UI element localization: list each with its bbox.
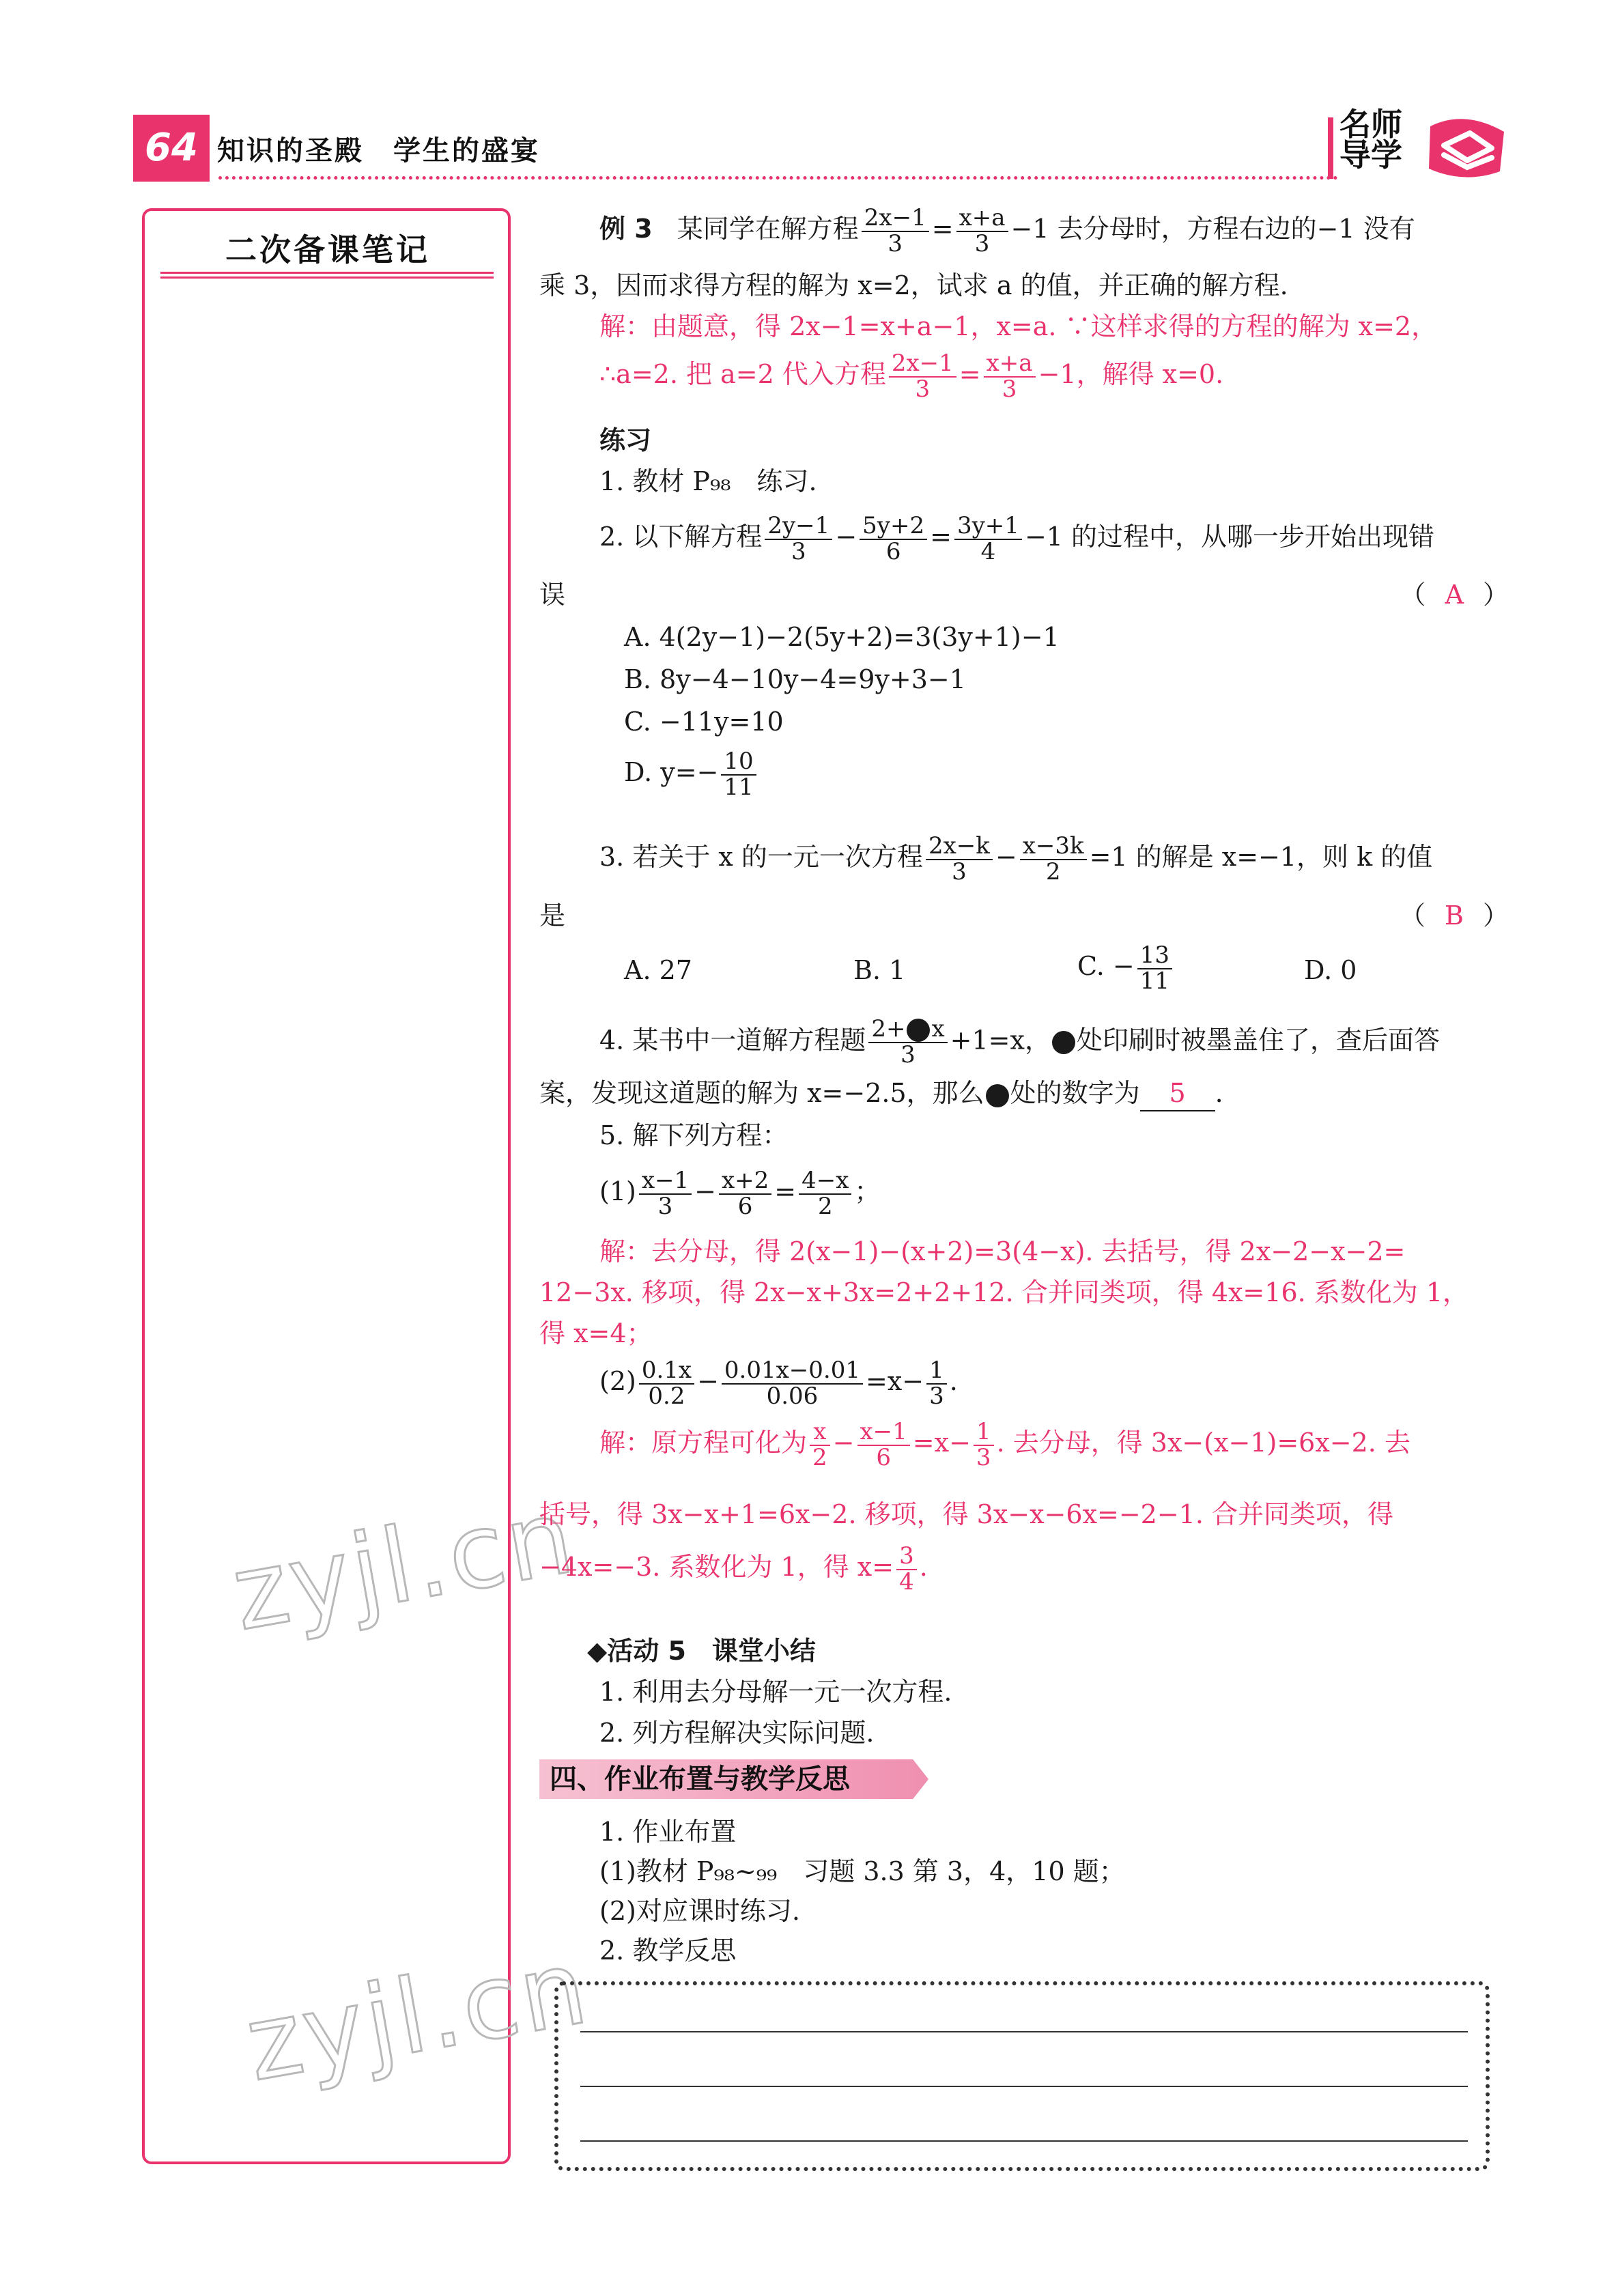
fraction: $\frac{2x-1}{3}$ bbox=[889, 352, 956, 401]
practice-q1: 1. 教材 P₉₈ 练习. bbox=[599, 466, 817, 496]
activity-5-title: ◆活动 5 课堂小结 bbox=[587, 1636, 816, 1666]
activity-5-item-1: 1. 利用去分母解一元一次方程. bbox=[599, 1677, 952, 1707]
reflection-heading: 2. 教学反思 bbox=[599, 1936, 737, 1966]
fraction: $\frac{1}{3}$ bbox=[926, 1359, 947, 1408]
example-label: 例 3 bbox=[599, 214, 653, 244]
fraction: $\frac{x}{2}$ bbox=[810, 1420, 830, 1470]
fraction: $\frac{x+2}{6}$ bbox=[719, 1169, 771, 1219]
header-dotted-rule bbox=[218, 176, 1338, 180]
example-text: 某同学在解方程 bbox=[677, 214, 859, 244]
q5-part-2: (2) $\frac{0.1x}{0.2}$ − $\frac{0.01x-0.01}{0.06}$ =x− $\frac{1}{3}$ . bbox=[599, 1357, 958, 1410]
reflection-box bbox=[554, 1981, 1490, 2171]
fraction: $\frac{x+a}{3}$ bbox=[984, 352, 1036, 401]
fraction: $\frac{x-1}{6}$ bbox=[857, 1420, 910, 1470]
header-slogan: 知识的圣殿 学生的盛宴 bbox=[217, 135, 540, 167]
fraction: $\frac{2x-k}{3}$ bbox=[926, 834, 993, 884]
writing-line bbox=[580, 2086, 1468, 2087]
q5-solution-2-line-2: 括号，得 3x−x+1=6x−2. 移项，得 3x−x−6x=−2−1. 合并同类项，得 bbox=[539, 1499, 1394, 1529]
fraction: $\frac{0.1x}{0.2}$ bbox=[639, 1359, 694, 1408]
example-3-solution-line-2: ∴a=2. 把 a=2 代入方程 $\frac{2x-1}{3}$ = $\frac{x+a}{3}$ −1，解得 x=0. bbox=[599, 350, 1224, 403]
fraction: $\frac{x-3k}{2}$ bbox=[1020, 834, 1087, 884]
practice-q2-line-2: 误 （ A ） bbox=[539, 579, 1509, 612]
section-4-title: 四、作业布置与教学反思 bbox=[550, 1763, 850, 1795]
fraction: $\frac{1}{3}$ bbox=[974, 1420, 994, 1470]
q5-part-1: (1) $\frac{x-1}{3}$ − $\frac{x+2}{6}$ = $\frac{4-x}{2}$ ； bbox=[599, 1167, 881, 1220]
fraction: $\frac{3y+1}{4}$ bbox=[954, 514, 1022, 564]
page-number: 64 bbox=[133, 115, 210, 182]
fraction: $\frac{x+a}{3}$ bbox=[956, 206, 1008, 256]
homework-item-2: (2)对应课时练习. bbox=[599, 1896, 800, 1926]
fraction: $\frac{5y+2}{6}$ bbox=[860, 514, 927, 564]
fraction: $\frac{2+ x}{3}$ bbox=[868, 1017, 947, 1068]
brand-logo-icon bbox=[1423, 113, 1512, 184]
brand-line-2: 导学 bbox=[1339, 137, 1402, 174]
sidebar-title: 二次备课笔记 bbox=[225, 231, 430, 268]
q5-solution-2-line-1: 解：原方程可化为 $\frac{x}{2}$ − $\frac{x-1}{6}$ =x− $\frac{1}{3}$ . 去分母，得 3x−(x−1)=6x−2. 去 bbox=[599, 1418, 1410, 1471]
fraction: $\frac{x-1}{3}$ bbox=[639, 1169, 692, 1219]
q3-option-c: C. − $\frac{13}{11}$ bbox=[1077, 944, 1175, 993]
q5-solution-1-line-2: 12−3x. 移项，得 2x−x+3x=2+2+12. 合并同类项，得 4x=16. 系数化为 1， bbox=[539, 1277, 1469, 1307]
example-3-line-1: 例 3 某同学在解方程 $\frac{2x-1}{3}$ = $\frac{x+a}{3}$ −1 去分母时，方程右边的−1 没有 bbox=[599, 204, 1415, 257]
writing-line bbox=[580, 2031, 1468, 2032]
answer-bracket: （ B ） bbox=[1400, 901, 1509, 931]
example-3-solution-line-1: 解：由题意，得 2x−1=x+a−1，x=a. ∵这样求得的方程的解为 x=2， bbox=[599, 311, 1438, 341]
activity-5-item-2: 2. 列方程解决实际问题. bbox=[599, 1718, 875, 1748]
notes-sidebar bbox=[142, 208, 511, 2164]
fraction: $\frac{4-x}{2}$ bbox=[799, 1169, 851, 1219]
practice-q3-line-2: 是 （ B ） bbox=[539, 900, 1509, 933]
fraction: $\frac{2y-1}{3}$ bbox=[765, 514, 832, 564]
homework-item-1: (1)教材 P₉₈~₉₉ 习题 3.3 第 3，4，10 题； bbox=[599, 1856, 1125, 1886]
writing-line bbox=[580, 2140, 1468, 2142]
practice-q4-line-2: 案，发现这道题的解为 x=−2.5，那么 处的数字为 5 . bbox=[539, 1077, 1223, 1111]
practice-q4-line-1: 4. 某书中一道解方程题 $\frac{2+ x}{3}$ +1=x， 处印刷时被墨盖住了，查后面答 bbox=[599, 1015, 1440, 1068]
q5-solution-1-line-1: 解：去分母，得 2(x−1)−(x+2)=3(4−x). 去括号，得 2x−2−x−2= bbox=[599, 1236, 1406, 1266]
brand-name bbox=[1339, 106, 1415, 174]
option-a: A. 4(2y−1)−2(5y+2)=3(3y+1)−1 bbox=[624, 622, 1060, 652]
answer-bracket: （ A ） bbox=[1400, 580, 1509, 610]
option-c: C. −11y=10 bbox=[624, 707, 784, 737]
q3-option-a: A. 27 bbox=[624, 955, 692, 985]
fraction: $\frac{13}{11}$ bbox=[1137, 944, 1172, 993]
sidebar-title-underline bbox=[160, 272, 494, 279]
fraction: $\frac{2x-1}{3}$ bbox=[862, 206, 929, 256]
practice-q3-line-1: 3. 若关于 x 的一元一次方程 $\frac{2x-k}{3}$ − $\frac{x-3k}{2}$ =1 的解是 x=−1，则 k 的值 bbox=[599, 832, 1433, 885]
option-d: D. y=− $\frac{10}{11}$ bbox=[624, 750, 759, 799]
q3-option-b: B. 1 bbox=[853, 955, 906, 985]
fill-in-answer: 5 bbox=[1140, 1077, 1215, 1111]
example-3-line-2: 乘 3，因而求得方程的解为 x=2，试求 a 的值，并正确的解方程. bbox=[539, 270, 1288, 300]
ink-blot-icon bbox=[986, 1084, 1009, 1107]
fraction: $\frac{0.01x-0.01}{0.06}$ bbox=[722, 1359, 863, 1408]
brand-bar bbox=[1328, 117, 1333, 179]
q5-solution-2-line-3: −4x=−3. 系数化为 1，得 x= $\frac{3}{4}$ . bbox=[539, 1542, 928, 1596]
answer-choice: B bbox=[1445, 901, 1464, 931]
option-b: B. 8y−4−10y−4=9y+3−1 bbox=[624, 664, 966, 694]
watermark: zyjl.cn bbox=[224, 1477, 584, 1654]
ink-blot-icon bbox=[1052, 1031, 1075, 1054]
practice-q5-lead: 5. 解下列方程： bbox=[599, 1120, 789, 1150]
practice-q2-line-1: 2. 以下解方程 $\frac{2y-1}{3}$ − $\frac{5y+2}{6}$ = $\frac{3y+1}{4}$ −1 的过程中，从哪一步开始出现错 bbox=[599, 512, 1435, 565]
brand-line-1: 名师 bbox=[1339, 106, 1402, 143]
fraction: $\frac{10}{11}$ bbox=[721, 750, 756, 799]
ink-blot-icon bbox=[907, 1019, 930, 1042]
q3-option-d: D. 0 bbox=[1304, 955, 1357, 985]
fraction: $\frac{3}{4}$ bbox=[896, 1544, 917, 1594]
answer-choice: A bbox=[1445, 580, 1464, 610]
watermark: zyjl.cn bbox=[238, 1927, 598, 2105]
homework-heading: 1. 作业布置 bbox=[599, 1817, 737, 1847]
q5-solution-1-line-3: 得 x=4； bbox=[539, 1318, 653, 1348]
practice-heading: 练习 bbox=[599, 425, 652, 455]
